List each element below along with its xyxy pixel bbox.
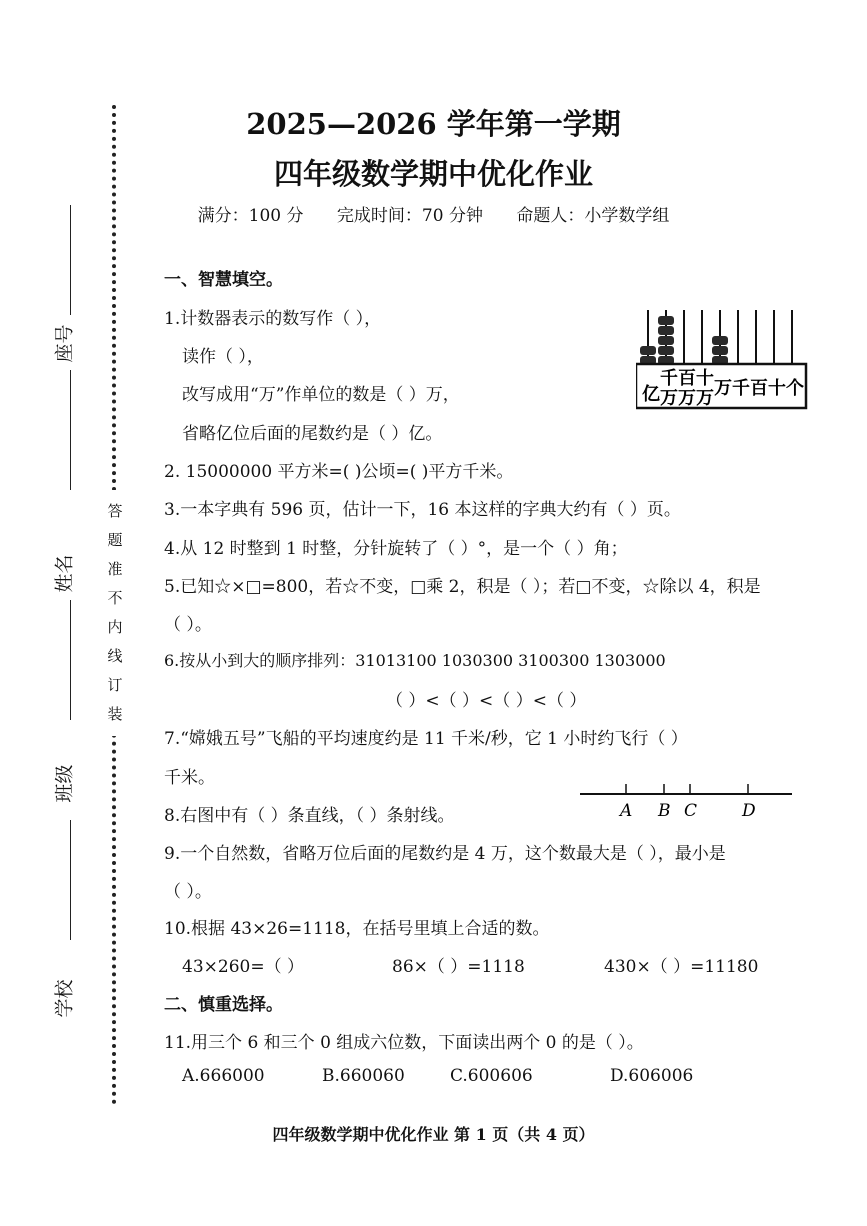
abacus-figure (636, 300, 808, 412)
point-c-label: C (684, 801, 698, 821)
q3[interactable]: 3.一本字典有 596 页，估计一下，16 本这样的字典大约有（ ）页。 (164, 500, 681, 520)
q6-line1: 6.按从小到大的顺序排列：31013100 1030300 3100300 1303000 (164, 651, 666, 670)
section1-heading: 一、智慧填空。 (164, 270, 283, 290)
binding-note: 答 题 准 不 内 线 订 装 (106, 490, 124, 736)
q10-item3[interactable]: 430×（ ）=11180 (604, 957, 759, 977)
name-line[interactable] (70, 600, 71, 720)
school-label: 学校 (53, 979, 76, 1018)
page-footer: 四年级数学期中优化作业 第 1 页（共 4 页） (272, 1125, 595, 1144)
q8[interactable]: 8.右图中有（ ）条直线，（ ）条射线。 (164, 806, 455, 826)
year-title: 2025—2026 学年第一学期 (246, 107, 621, 141)
exam-title: 四年级数学期中优化作业 (273, 157, 593, 191)
q10-line1: 10.根据 43×26=1118，在括号里填上合适的数。 (164, 919, 550, 939)
q9-line2[interactable]: （ ）。 (164, 882, 212, 902)
q11-option-d[interactable]: D.606006 (610, 1066, 694, 1086)
point-d-label: D (742, 801, 756, 821)
point-b-label: B (658, 801, 671, 821)
abacus-label-wan3: 万万万 (660, 388, 714, 409)
abacus-label-top: 千百十 (660, 368, 714, 389)
abacus-label-yi: 亿 (642, 384, 660, 405)
q1-write[interactable]: 1.计数器表示的数写作（ ）， (164, 309, 382, 329)
q1-read[interactable]: 读作（ ）， (182, 347, 264, 367)
q1-wan[interactable]: 改写成用“万”作单位的数是（ ）万， (182, 385, 460, 405)
q6-line2[interactable]: （ ）<（ ）<（ ）<（ ） (386, 691, 587, 711)
q10-item1[interactable]: 43×260=（ ） (182, 957, 304, 977)
q5-line2[interactable]: （ ）。 (164, 615, 212, 635)
q11[interactable]: 11.用三个 6 和三个 0 组成六位数，下面读出两个 0 的是（ ）。 (164, 1033, 644, 1053)
class-label: 班级 (53, 764, 76, 803)
q11-option-a[interactable]: A.666000 (182, 1066, 265, 1086)
seat-label: 座号 (53, 324, 76, 363)
q11-option-c[interactable]: C.600606 (450, 1066, 533, 1086)
section2-heading: 二、慎重选择。 (164, 995, 283, 1015)
q2[interactable]: 2. 15000000 平方米=( )公顷=( )平方千米。 (164, 462, 514, 482)
line-figure (578, 776, 794, 822)
q4[interactable]: 4.从 12 时整到 1 时整，分针旋转了（ ）°，是一个（ ）角； (164, 539, 628, 559)
exam-author: 命题人：小学数学组 (516, 206, 670, 226)
name-label: 姓名 (53, 554, 76, 593)
class-line[interactable] (70, 820, 71, 940)
q10-item2[interactable]: 86×（ ）=1118 (392, 957, 525, 977)
q1-yi[interactable]: 省略亿位后面的尾数约是（ ）亿。 (182, 424, 443, 444)
q7-line1[interactable]: 7.“嫦娥五号”飞船的平均速度约是 11 千米/秒，它 1 小时约飞行（ ） (164, 729, 688, 749)
q9-line1[interactable]: 9.一个自然数，省略万位后面的尾数约是 4 万，这个数最大是（ ），最小是 (164, 844, 726, 864)
exam-info (0, 201, 867, 226)
point-a-label: A (620, 801, 633, 821)
q5-line1[interactable]: 5.已知☆×□=800，若☆不变，□乘 2，积是（ ）；若□不变，☆除以 4，积是 (164, 577, 761, 597)
abacus-label-right: 万千百十个 (714, 378, 804, 399)
q11-option-b[interactable]: B.660060 (322, 1066, 405, 1086)
q7-line2: 千米。 (164, 768, 215, 788)
full-score: 满分：100 分 (197, 206, 304, 226)
seat-line-lower[interactable] (70, 370, 71, 490)
exam-time: 完成时间：70 分钟 (336, 206, 483, 226)
